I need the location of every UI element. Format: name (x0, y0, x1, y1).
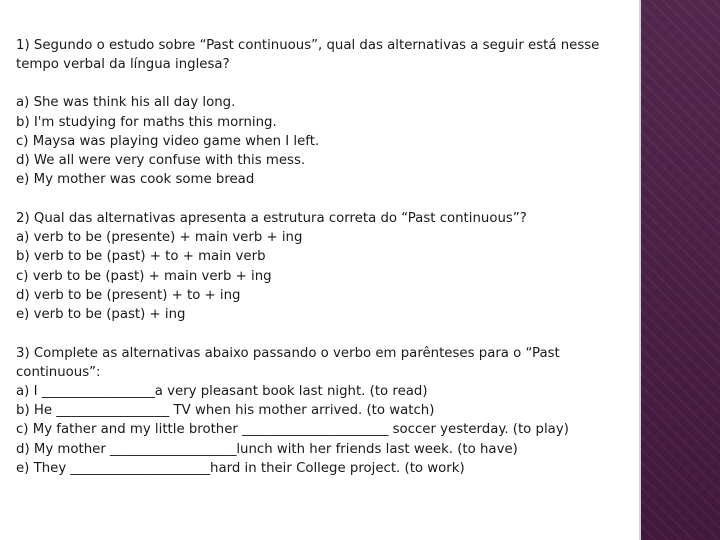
question-1-prompt: 1) Segundo o estudo sobre “Past continuous”, qual das alternativas a seguir está nesse tempo verbal da língua inglesa? (16, 38, 600, 73)
question-3-item-a: a) I _________________a very pleasant book last night. (to read) (16, 384, 428, 400)
question-1-option-a: a) She was think his all day long. (16, 95, 236, 111)
question-1-option-d: d) We all were very confuse with this mess. (16, 153, 306, 169)
question-2-option-b: b) verb to be (past) + to + main verb (16, 249, 266, 265)
question-2-option-c: c) verb to be (past) + main verb + ing (16, 268, 272, 284)
decorative-side-panel (641, 0, 720, 540)
question-3-item-e: e) They _____________________hard in their College project. (to work) (16, 460, 465, 476)
question-1-option-c: c) Maysa was playing video game when I left. (16, 133, 320, 149)
question-2-prompt: 2) Qual das alternativas apresenta a estrutura correta do “Past continuous”? (16, 210, 527, 226)
question-2-option-a: a) verb to be (presente) + main verb + ing (16, 230, 303, 246)
question-3 (16, 344, 616, 478)
spacer (16, 74, 616, 93)
question-3-item-b: b) He _________________ TV when his mother arrived. (to watch) (16, 403, 435, 419)
question-1-option-e: e) My mother was cook some bread (16, 172, 255, 188)
question-3-item-c: c) My father and my little brother ______________________ soccer yesterday. (to play) (16, 422, 569, 438)
question-1 (16, 36, 616, 189)
question-2-option-e: e) verb to be (past) + ing (16, 306, 186, 322)
question-3-prompt: 3) Complete as alternativas abaixo passando o verbo em parênteses para o “Past continuous”: (16, 345, 560, 380)
worksheet (16, 36, 616, 498)
question-2-option-d: d) verb to be (present) + to + ing (16, 287, 241, 303)
question-2 (16, 209, 616, 324)
question-1-option-b: b) I'm studying for maths this morning. (16, 114, 277, 130)
question-3-item-d: d) My mother ___________________lunch with her friends last week. (to have) (16, 441, 518, 457)
